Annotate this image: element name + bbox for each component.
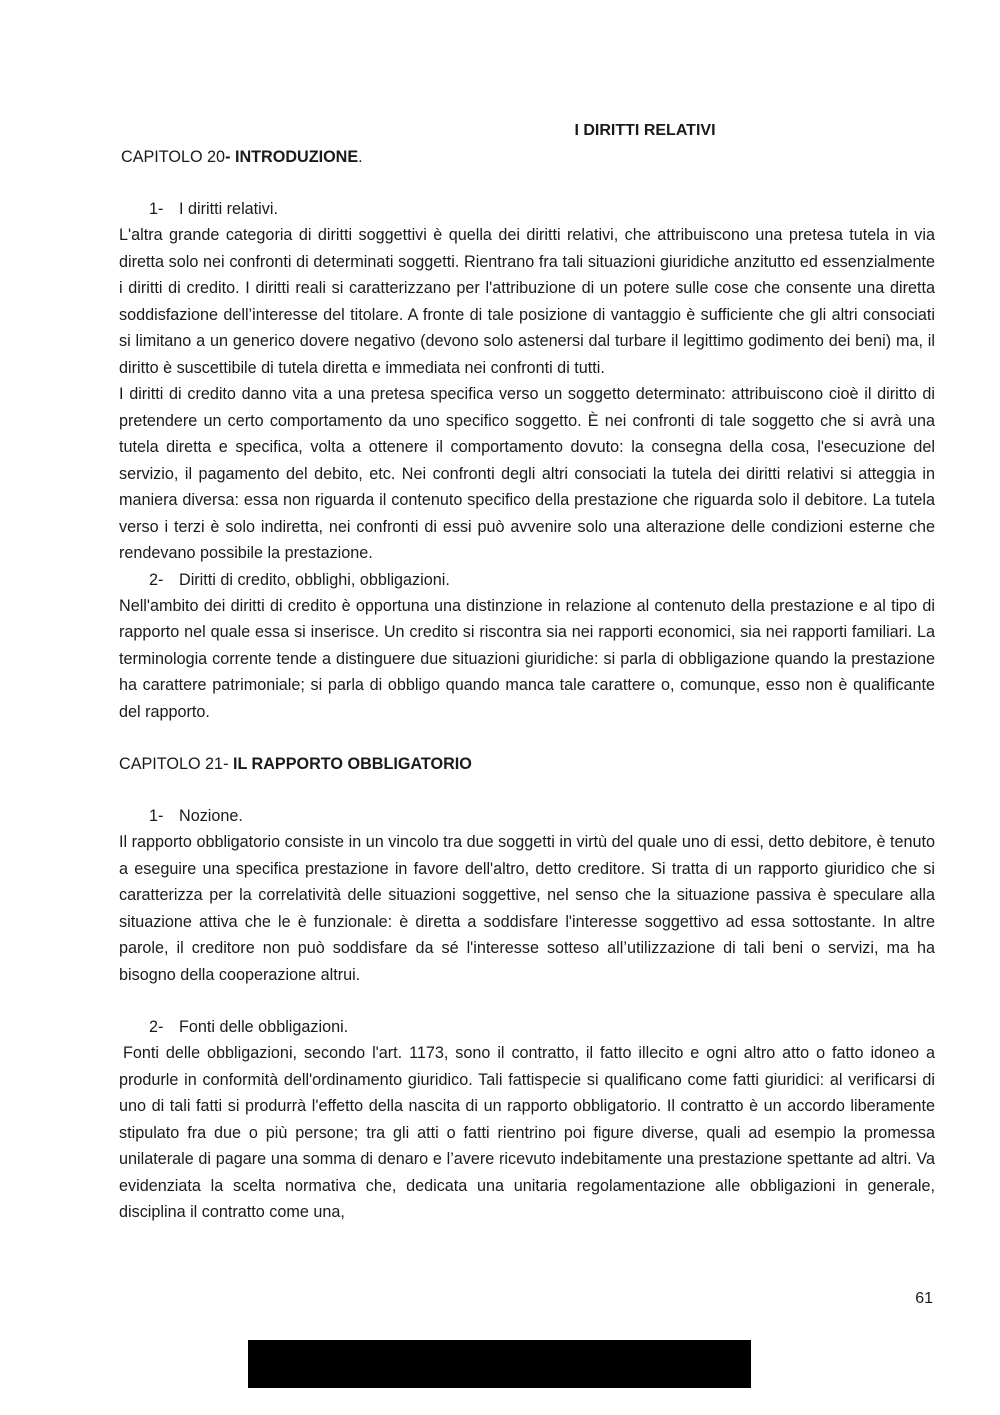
section-20-2-heading	[119, 567, 935, 593]
section-title: Fonti delle obbligazioni.	[179, 1018, 349, 1036]
chapter-21-prefix: CAPITOLO 21-	[119, 755, 233, 773]
page-number: 61	[915, 1290, 933, 1307]
chapter-20-prefix: CAPITOLO 20	[121, 148, 226, 166]
section-title: I diritti relativi.	[179, 200, 278, 218]
section-number: 1-	[149, 200, 164, 218]
section-20-1-heading	[119, 196, 935, 222]
chapter-21-heading	[119, 751, 935, 777]
section-number: 2-	[149, 570, 164, 589]
paragraph-20-1a: L'altra grande categoria di diritti soggettivi è quella dei diritti relativi, che attribuiscono una pretesa tutela in via diretta solo nei confronti di determinati soggetti. Rientrano fra tali situazioni giuridiche anzitutto ed essenzialmente i diritti di credito. I diritti reali si caratterizzano per l'attribuzione di un potere sulle cose che consente una diretta soddisfazione dell’interesse del titolare. A fronte di tale posizione di vantaggio è sufficiente che gli altri consociati si limitano a un generico dovere negativo (devono solo astenersi dal turbare il legittimo godimento dei beni) ma, il diritto è suscettibile di tutela diretta e immediata nei confronti di tutti.	[119, 226, 935, 377]
paragraph-20-1b: I diritti di credito danno vita a una pretesa specifica verso un soggetto determinato: attribuiscono cioè il diritto di pretendere un certo comportamento da uno specifico soggetto. È nei confronti di tale soggetto che si avrà una tutela diretta e specifica, volta a ottenere il comportamento dovuto: la consegna della cosa, l'esecuzione del servizio, il pagamento del debito, etc. Nei confronti degli altri consociati la tutela dei diritti relativi si atteggia in maniera diversa: essa non riguarda il contenuto specifico della prestazione che riguarda solo il debitore. La tutela verso i terzi è solo indiretta, nei confronti di essi può avvenire solo una alterazione delle condizioni esterne che rendevano possibile la prestazione.	[119, 385, 935, 562]
section-21-1-heading	[119, 803, 935, 829]
spacer	[119, 170, 935, 196]
document-title-text: I DIRITTI RELATIVI	[574, 122, 716, 139]
paragraph-21-1: Il rapporto obbligatorio consiste in un vincolo tra due soggetti in virtù del quale uno di essi, detto debitore, è tenuto a eseguire una specifica prestazione in favore dell'altro, detto creditore. Si tratta di un rapporto giuridico che si caratterizza per la correlatività delle situazioni soggettive, nel senso che la situazione passiva è speculare alla situazione attiva che le è funzionale: è diretta a soddisfare l'interesse soggettivo ad essa sottostante. In altre parole, il creditore non può soddisfare da sé l'interesse sotteso all’utilizzazione di tali beni o servizi, ma ha bisogno della cooperazione altrui.	[119, 833, 935, 984]
spacer	[119, 725, 935, 751]
section-title: Nozione.	[179, 807, 243, 825]
chapter-20-title: - INTRODUZIONE	[225, 148, 359, 166]
section-title: Diritti di credito, obblighi, obbligazioni.	[179, 570, 450, 589]
section-number: 1-	[149, 807, 164, 825]
spacer	[119, 988, 935, 1014]
spacer	[119, 777, 935, 803]
chapter-20-suffix: .	[358, 148, 363, 166]
section-21-2-heading	[119, 1014, 935, 1040]
page-content	[119, 118, 935, 1226]
chapter-20-heading	[119, 144, 935, 170]
document-title	[119, 118, 935, 144]
paragraph-20-2: Nell'ambito dei diritti di credito è opportuna una distinzione in relazione al contenuto della prestazione e al tipo di rapporto nel quale essa si inserisce. Un credito si riscontra sia nei rapporti economici, sia nei rapporti familiari. La terminologia corrente tende a distinguere due situazioni giuridiche: si parla di obbligazione quando la prestazione ha carattere patrimoniale; si parla di obbligo quando manca tale carattere o, comunque, esso non è qualificante del rapporto.	[119, 596, 935, 721]
chapter-21-title: IL RAPPORTO OBBLIGATORIO	[232, 755, 472, 773]
section-number: 2-	[149, 1018, 164, 1036]
redaction-bar	[248, 1340, 751, 1388]
paragraph-21-2: Fonti delle obbligazioni, secondo l'art. 1173, sono il contratto, il fatto illecito e ogni altro atto o fatto idoneo a produrle in conformità dell'ordinamento giuridico. Tali fattispecie si qualificano come fatti giuridici: al verificarsi di uno di tali fatti si produrrà l'effetto della nascita di un rapporto obbligatorio. Il contratto è un accordo liberamente stipulato fra due o più persone; tra gli atti o fatti rientrino poi figure diverse, quali ad esempio la promessa unilaterale di pagare una somma di denaro e l’avere ricevuto indebitamente una prestazione spettante ad altri. Va evidenziata la scelta normativa che, dedicata una unitaria regolamentazione alle obbligazioni in generale, disciplina il contratto come una,	[119, 1044, 935, 1221]
